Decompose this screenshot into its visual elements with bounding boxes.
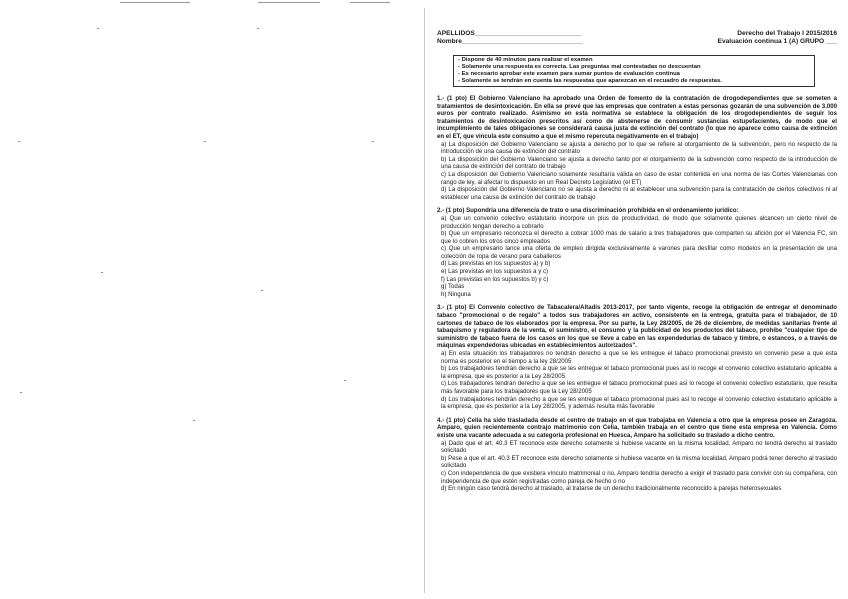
answer-option-circled [437, 455, 837, 470]
option-text: b) La disposición del Gobierno Valenciano se ajusta a derecho tanto por el otorgamiento de la subvención como respecto de la introducción de una causa de extinción del contrato de trabajo [441, 155, 837, 171]
answer-option-circled [437, 141, 837, 156]
answer-option [437, 171, 837, 186]
option-text: d) En ningún caso tendrá derecho al traslado, al tratarse de un derecho tradicionalmente reconocido a parejas heterosexuales [441, 485, 782, 493]
option-text: h) Ninguna [441, 290, 471, 298]
question-block [437, 95, 837, 201]
page-fold [424, 8, 425, 593]
scan-artifact [120, 2, 190, 3]
question-stem: 1.- (1 pto) El Gobierno Valenciano ha aprobado una Orden de fomento de la contratación de drogodependientes que se someten a tratamientos de desintoxicación. En ella se prevé que las empresas que contraten a estas personas gozarán de una subvención de 3.000 euros por contrato realizado. Asimismo en esta normativa se establece la obligación de los drogodependientes de seguir los tratamientos de desintoxicación prescritos así como de abstenerse de consumir sustancias estupefacientes, de modo que el incumplimiento de tales obligaciones se considerará causa justa de extinción del contrato (lo que no aparece como causa de extinción en el ET, que vincula este consumo a que el mismo repercuta negativamente en el trabajo) [437, 95, 837, 140]
scan-speck [204, 141, 206, 142]
question-block [437, 417, 837, 493]
option-text: c) La disposición del Gobierno Valenciano solamente resultaría válida en caso de estar contenida en una norma de las Cortes Valencianas con rango de ley, al afectar lo dispuesto en un Real Decreto Legislativo (el ET) [441, 170, 837, 186]
question-block [437, 304, 837, 410]
answer-option [437, 245, 837, 260]
question-stem: 3.- (1 pto) El Convenio colectivo de Tabacalera/Altadis 2013-2017, por tanto vigente, recoge la obligación de entregar el denominado tabaco "promocional o de regalo" a todos sus trabajadores en activo, consistente en la entrega, gratuita para el trabajador, de 10 cartones de tabaco de los elaborados por la empresa. Por su parte, la Ley 28/2005, de 26 de diciembre, de medidas sanitarias frente al tabaquismo y reguladora de la venta, el suministro, el consumo y la publicidad de los productos del tabaco, prohíbe "cualquier tipo de suministro de tabaco fuera de los casos en los que se lleve a cabo en las expendedurías de tabaco y timbre, o estancos, o a través de máquinas expendedoras ubicadas en establecimientos autorizados". [437, 304, 837, 350]
instruction-line: - Dispone de 40 minutos para realizar el examen [458, 57, 593, 63]
option-text: f) Las previstas en los supuestos b) y c) [441, 275, 549, 283]
option-text: g) Todas [441, 283, 465, 291]
answer-option [437, 470, 837, 485]
course-title: Derecho del Trabajo I 2015/2016 [737, 30, 837, 37]
scan-speck [257, 28, 259, 29]
option-text: e) Las previstas en los supuestos a y c) [441, 268, 549, 276]
scan-artifact [258, 2, 320, 3]
question-stem: 2.- (1 pto) Supondría una diferencia de trato o una discriminación prohibida en el ordenamiento jurídico: [437, 207, 739, 215]
answer-option [437, 260, 837, 268]
option-text: a) Dado que el art. 40.3 ET reconoce este derecho solamente si hubiese vacante en la misma localidad, Amparo no tendrá derecho al traslado solicitado [441, 439, 837, 455]
option-text: b) Que un empresario reconozca el derecho a cobrar 1000 más de salario a tres trabajadores que comparten su afición por el Valencia FC, sin que lo cobren los otros cinco empleados [441, 230, 837, 245]
header-row-1 [437, 30, 837, 38]
option-text: d) Las previstas en los supuestos a) y b) [441, 260, 551, 268]
answer-option [437, 365, 837, 380]
answer-option [437, 156, 837, 171]
questions-list [437, 95, 837, 493]
scan-artifact [350, 2, 390, 3]
option-text: c) Que un empresario lance una oferta de empleo dirigida exclusivamente a varones para desfilar como modelos en la presentación de una colección de ropa de verano para caballeros [441, 245, 837, 260]
scan-speck [193, 420, 195, 421]
option-text: b) Los trabajadores tendrán derecho a que se les entregue el tabaco promocional pues así lo recoge el convenio colectivo estatutario aplicable a la empresa, que es posterior a la Ley 28/2005 [441, 365, 837, 380]
evaluation-title: Evaluación continua 1 (A) GRUPO ___ [717, 38, 837, 45]
option-text: a) En esta situación los trabajadores no tendrán derecho a que se les entregue el tabaco promocional previsto en convenio pese a que esta norma es posterior en el tiempo a la ley 28/2005 [441, 350, 837, 365]
question-block [437, 207, 837, 298]
option-text: d) La disposición del Gobierno Valenciano no se ajusta a derecho ni al establecer una subvención para la contratación de ciertos colectivos ni al establecer una causa de extinción del contrato de trabajo [441, 186, 837, 201]
option-text: a) La disposición del Gobierno Valenciano se ajusta a derecho por lo que se refiere al otorgamiento de la subvención, pero no respecto de la introducción de una causa de extinción del contrato [441, 140, 837, 156]
answer-option [437, 380, 837, 395]
scan-speck [261, 290, 263, 291]
answer-option [437, 283, 837, 291]
scan-speck [344, 380, 346, 381]
answer-option [437, 230, 837, 245]
answer-option [437, 186, 837, 201]
scan-speck [20, 392, 22, 393]
answer-option [437, 440, 837, 455]
scan-speck [18, 141, 20, 142]
nombre-label: Nombre_________________________________ [437, 38, 583, 45]
answer-option-circled [437, 350, 837, 365]
answer-option [437, 485, 837, 493]
option-text: c) Con independencia de que existiera vínculo matrimonial o no, Amparo tendría derecho a exigir el traslado para convivir con su compañera, con independencia de que estén registradas como pareja de hecho o no [441, 469, 837, 485]
scan-speck [97, 28, 99, 29]
header-row-2 [437, 38, 837, 46]
scan-speck [101, 272, 103, 273]
option-text: b) Pese a que el art. 40.3 ET reconoce este derecho solamente si hubiese vacante en la misma localidad, Amparo podrá tener derecho al traslado solicitado [441, 454, 837, 470]
scan-speck [372, 141, 374, 142]
answer-option [437, 268, 837, 276]
option-text: c) Los trabajadores tendrán derecho a que se les entregue el tabaco promocional pues así lo recoge el convenio colectivo estatutario, que resulta más favorable para los trabajadores que la Ley 28/2005 [441, 380, 837, 395]
instruction-line: - Solamente una respuesta es correcta. Las preguntas mal contestadas no descuentan [458, 64, 701, 70]
question-stem: 4.- (1 pto) Celia ha sido trasladada desde el centro de trabajo en el que trabajaba en Valencia a otro que la empresa posee en Zaragoza. Amparo, quien recientemente contrajo matrimonio con Celia, también trabaja en el centro que tiene esta empresa en Valencia. Como existe una vacante adecuada a su categoría profesional en Huesca, Amparo ha solicitado su traslado a dicho centro. [437, 416, 837, 439]
exam-sheet [437, 30, 837, 499]
answer-option [437, 215, 837, 230]
instructions-box [453, 55, 815, 87]
option-text: a) Que un convenio colectivo estatutario incorpore un plus de productividad, de modo que solamente quienes alcancen un cierto nivel de producción tengan derecho a cobrarlo [441, 214, 837, 230]
option-text: d) Los trabajadores tendrán derecho a que se les entregue el tabaco promocional pues así lo recoge el convenio colectivo estatutario aplicable a la empresa, que es posterior a la Ley 28/2005, y además resulta más favorable [441, 395, 837, 411]
answer-option-circled [437, 291, 837, 299]
apellidos-label: APELLIDOS_____________________________ [437, 30, 582, 37]
answer-option [437, 396, 837, 411]
instruction-line: - Solamente se tendrán en cuenta las respuestas que aparezcan en el recuadro de respuestas. [458, 78, 722, 84]
answer-option [437, 276, 837, 284]
instruction-line: - Es necesario aprobar este examen para sumar puntos de evaluación continua [458, 71, 680, 77]
